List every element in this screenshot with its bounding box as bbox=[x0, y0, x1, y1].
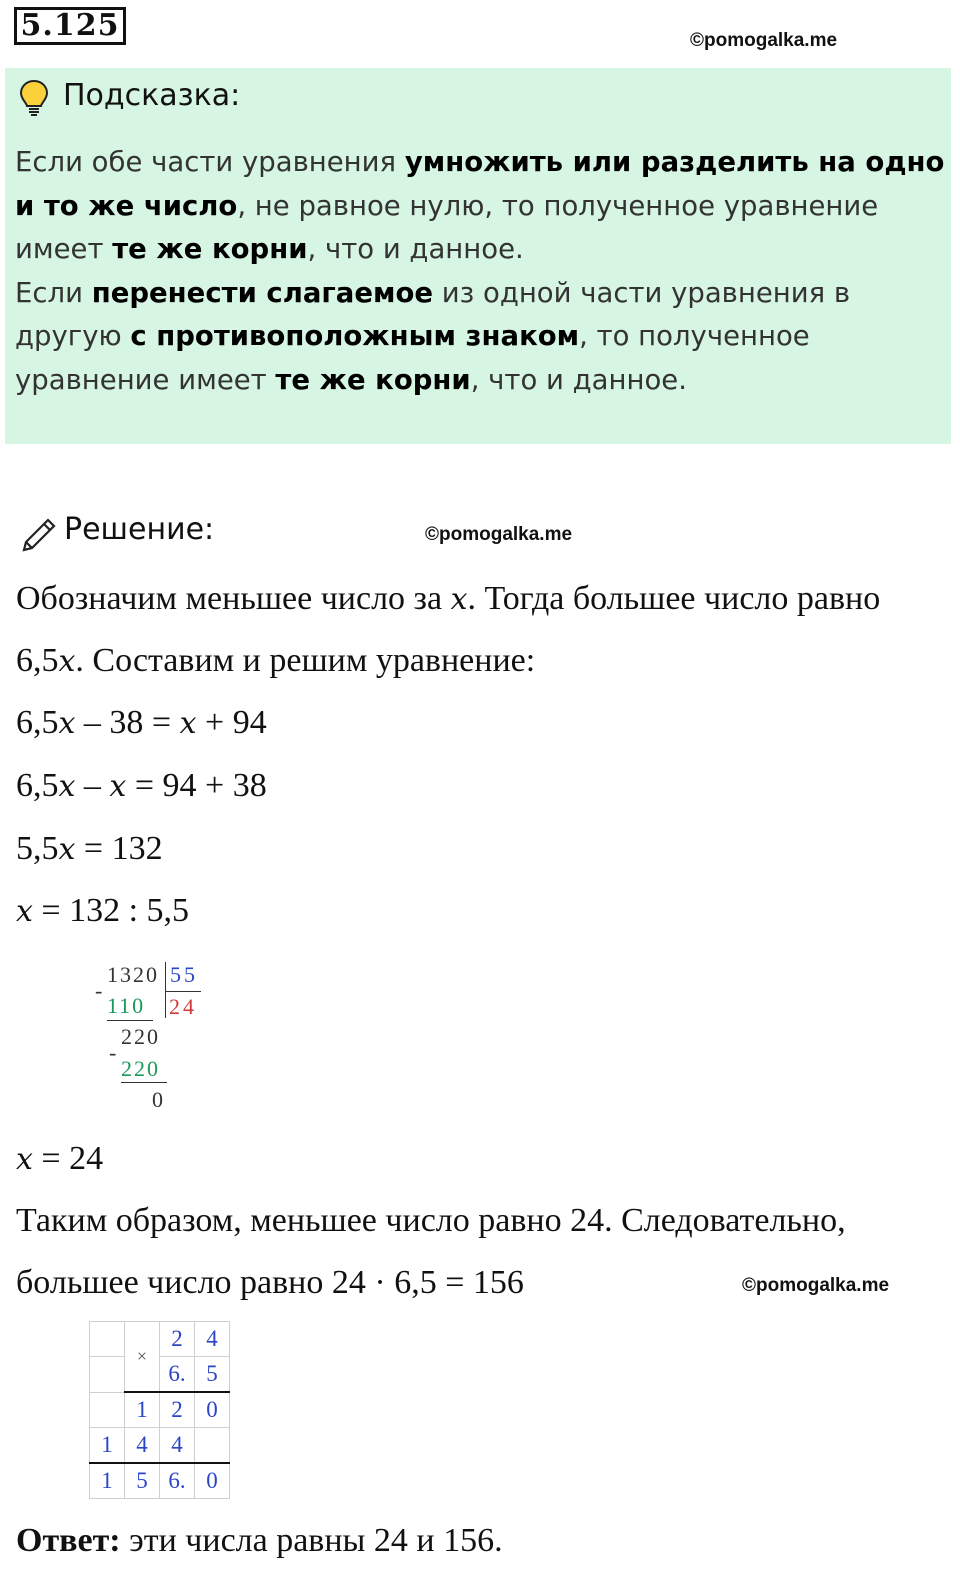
division-remainder-2: 0 bbox=[152, 1087, 163, 1112]
division-minus-1: - bbox=[95, 978, 103, 1003]
mul-row bbox=[90, 1392, 230, 1428]
mul-cell: 1 bbox=[90, 1428, 125, 1464]
long-division bbox=[95, 960, 215, 1120]
mul-cell: 2 bbox=[160, 1322, 195, 1357]
multiply-sign: × bbox=[125, 1322, 160, 1393]
division-line-1 bbox=[107, 1020, 153, 1021]
mul-cell: 4 bbox=[160, 1428, 195, 1464]
lightbulb-icon bbox=[17, 78, 51, 123]
mul-cell bbox=[195, 1428, 230, 1464]
mul-cell bbox=[90, 1322, 125, 1357]
mul-row bbox=[90, 1357, 230, 1393]
division-vertical-line bbox=[165, 962, 166, 1018]
division-dividend: 1320 bbox=[107, 962, 159, 987]
hint-text: Если обе части уравнения умножить или разделить на одно и то же число, не равное нулю, то полученное уравнение имеет те же корни, что и данное. Если перенести слагаемое из одной части уравнения в другую с противоположным знаком, то полученное уравнение имеет те же корни, что и данное. bbox=[15, 146, 945, 396]
mul-cell: 6. bbox=[160, 1357, 195, 1393]
answer-text: эти числа равны 24 и 156. bbox=[120, 1522, 503, 1559]
hint-title: Подсказка: bbox=[63, 78, 241, 113]
solution-line-2: 6,5x. Составим и решим уравнение: bbox=[16, 642, 536, 679]
answer-label: Ответ: bbox=[16, 1522, 121, 1559]
equation-4: x = 132 : 5,5 bbox=[16, 892, 190, 929]
answer bbox=[16, 1522, 503, 1560]
conclusion-line-2: большее число равно 24 · 6,5 = 156 bbox=[16, 1264, 524, 1301]
mul-cell bbox=[90, 1392, 125, 1428]
division-sub-2: 220 bbox=[121, 1056, 160, 1081]
division-remainder-1: 220 bbox=[121, 1024, 160, 1049]
mul-cell: 5 bbox=[195, 1357, 230, 1393]
mul-cell: 6. bbox=[160, 1463, 195, 1499]
mul-cell bbox=[90, 1357, 125, 1393]
solution-title: Решение: bbox=[64, 512, 215, 547]
multiplication-table bbox=[89, 1321, 230, 1499]
mul-row bbox=[90, 1463, 230, 1499]
division-horizontal-line bbox=[165, 991, 201, 992]
division-line-2 bbox=[121, 1082, 167, 1083]
watermark-top: ©pomogalka.me bbox=[690, 30, 838, 51]
equation-3: 5,5x = 132 bbox=[16, 830, 163, 867]
pencil-icon bbox=[18, 512, 60, 559]
mul-cell: 2 bbox=[160, 1392, 195, 1428]
result-line: x = 24 bbox=[16, 1140, 104, 1177]
mul-cell: 5 bbox=[125, 1463, 160, 1499]
division-quotient: 24 bbox=[169, 994, 197, 1019]
watermark-bottom: ©pomogalka.me bbox=[742, 1275, 890, 1296]
conclusion-line-1: Таким образом, меньшее число равно 24. Следовательно, bbox=[16, 1202, 846, 1239]
mul-cell: 1 bbox=[90, 1463, 125, 1499]
mul-cell: 1 bbox=[125, 1392, 160, 1428]
solution-line-1: Обозначим меньшее число за x. Тогда большее число равно bbox=[16, 580, 881, 617]
division-divisor: 55 bbox=[170, 962, 198, 987]
division-sub-1: 110 bbox=[107, 993, 146, 1018]
mul-cell: 0 bbox=[195, 1392, 230, 1428]
division-minus-2: - bbox=[109, 1040, 117, 1065]
problem-number: 5.125 bbox=[14, 7, 126, 45]
mul-cell: 4 bbox=[195, 1322, 230, 1357]
mul-row bbox=[90, 1428, 230, 1464]
mul-cell: 4 bbox=[125, 1428, 160, 1464]
mul-cell: 0 bbox=[195, 1463, 230, 1499]
equation-2: 6,5x – x = 94 + 38 bbox=[16, 767, 267, 804]
equation-1: 6,5x – 38 = x + 94 bbox=[16, 704, 267, 741]
watermark-middle: ©pomogalka.me bbox=[425, 524, 573, 545]
mul-row bbox=[90, 1322, 230, 1357]
